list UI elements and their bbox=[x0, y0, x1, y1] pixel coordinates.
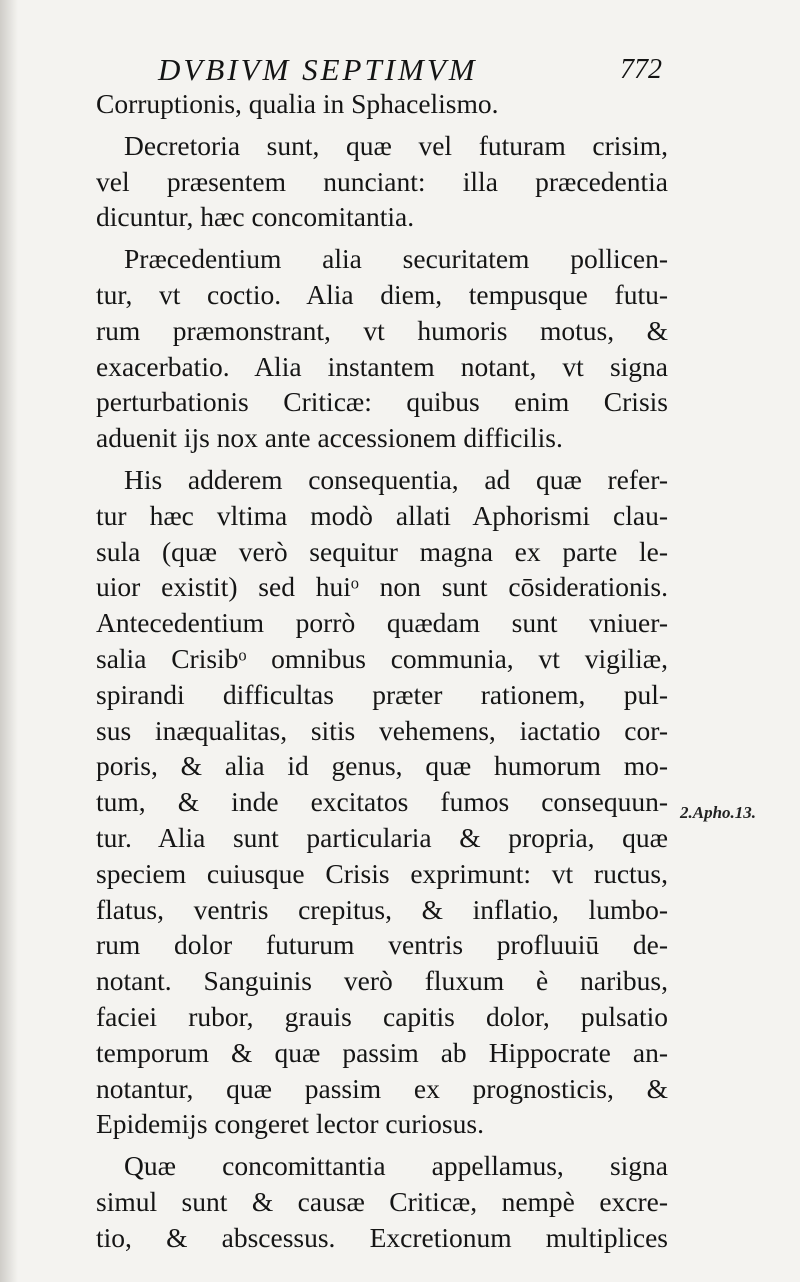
text-line: Quæ concomittantia appellamus, signa bbox=[124, 1150, 668, 1182]
text-line: vel præsentem nunciant: illa præcedentia bbox=[96, 165, 668, 197]
text-line: salia Crisibᵒ omnibus communia, vt vigiliæ, bbox=[96, 642, 668, 674]
text-line: exacerbatio. Alia instantem notant, vt signa bbox=[96, 350, 668, 382]
paragraph bbox=[96, 462, 668, 1142]
text-line: poris, & alia id genus, quæ humorum mo- bbox=[96, 750, 668, 782]
text-line: faciei rubor, grauis capitis dolor, pulsatio bbox=[96, 1000, 668, 1032]
text-line: spirandi difficultas præter rationem, pul- bbox=[96, 678, 668, 710]
text-line: uior existit) sed huiᵒ non sunt cōsiderationis. bbox=[96, 571, 668, 603]
text-line: tur. Alia sunt particularia & propria, quæ bbox=[96, 821, 668, 853]
text-line: tur hæc vltima modò allati Aphorismi clau- bbox=[96, 499, 668, 531]
text-line: sus inæqualitas, sitis vehemens, iactatio cor- bbox=[96, 714, 668, 746]
text-line: aduenit ijs nox ante accessionem difficilis. bbox=[96, 422, 563, 454]
running-head: DVBIVM SEPTIMVM bbox=[158, 52, 478, 87]
text-line: temporum & quæ passim ab Hippocrate an- bbox=[96, 1036, 668, 1068]
paragraph bbox=[96, 1148, 668, 1255]
body-text bbox=[96, 86, 668, 1256]
text-line: sula (quæ verò sequitur magna ex parte le- bbox=[96, 535, 668, 567]
text-line: speciem cuiusque Crisis exprimunt: vt ructus, bbox=[96, 857, 668, 889]
text-line: Præcedentium alia securitatem pollicen- bbox=[124, 243, 668, 275]
text-line: notantur, quæ passim ex prognosticis, & bbox=[96, 1072, 668, 1104]
paragraph bbox=[96, 86, 668, 122]
text-line: Decretoria sunt, quæ vel futuram crisim, bbox=[124, 129, 668, 161]
text-line: Epidemijs congeret lector curiosus. bbox=[96, 1108, 484, 1140]
paragraph bbox=[96, 241, 668, 456]
text-line: rum præmonstrant, vt humoris motus, & bbox=[96, 314, 668, 346]
text-line: tum, & inde excitatos fumos consequun- bbox=[96, 786, 668, 818]
page-number: 772 bbox=[620, 54, 662, 85]
paragraph bbox=[96, 128, 668, 235]
text-line: flatus, ventris crepitus, & inflatio, lumbo- bbox=[96, 893, 668, 925]
text-line: tio, & abscessus. Excretionum multiplices bbox=[96, 1221, 668, 1253]
text-line: rum dolor futurum ventris profluuiū de- bbox=[96, 929, 668, 961]
marginal-reference: 2.Apho.13. bbox=[680, 803, 757, 822]
text-line: dicuntur, hæc concomitantia. bbox=[96, 201, 415, 233]
text-line: tur, vt coctio. Alia diem, tempusque futu- bbox=[96, 278, 668, 310]
text-line: His adderem consequentia, ad quæ refer- bbox=[124, 463, 668, 495]
text-line: Corruptionis, qualia in Sphacelismo. bbox=[96, 88, 499, 119]
text-line: simul sunt & causæ Criticæ, nempè excre- bbox=[96, 1185, 668, 1217]
text-line: notant. Sanguinis verò fluxum è naribus, bbox=[96, 965, 668, 997]
text-line: Antecedentium porrò quædam sunt vniuer- bbox=[96, 607, 668, 639]
text-line: perturbationis Criticæ: quibus enim Crisis bbox=[96, 386, 668, 418]
